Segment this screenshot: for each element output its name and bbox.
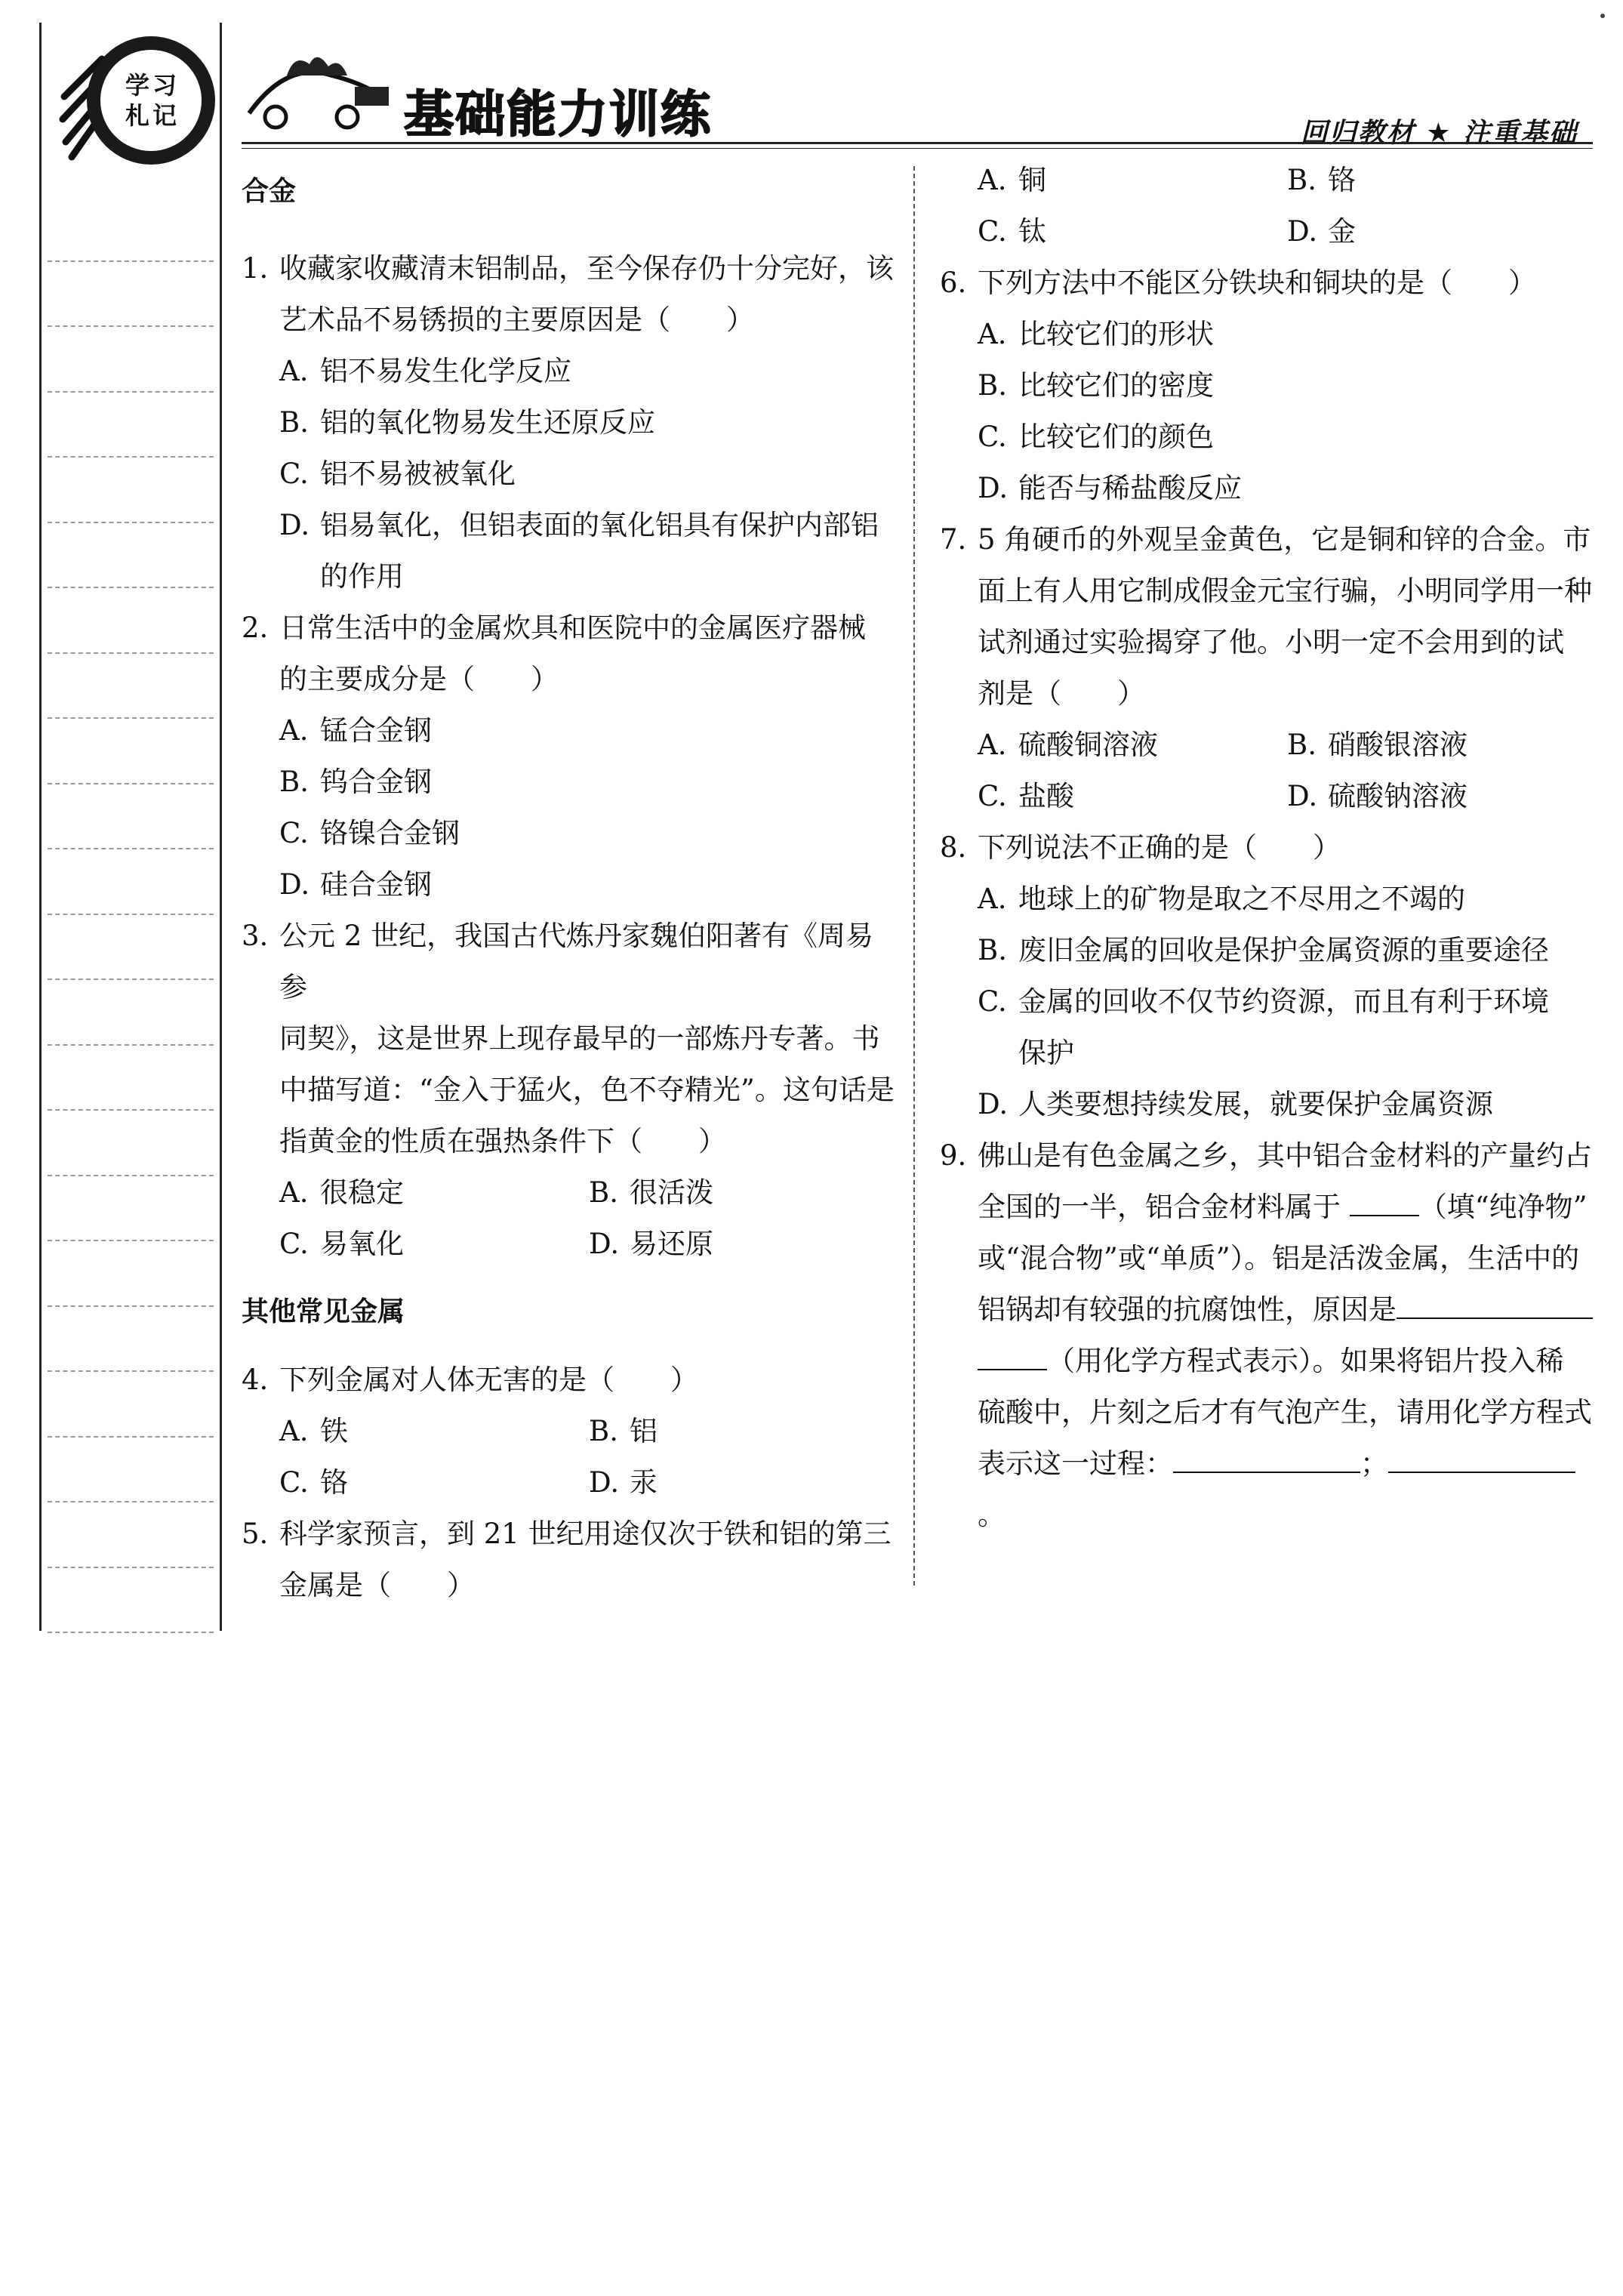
- page-header: [242, 45, 1593, 151]
- question-text: 试剂通过实验揭穿了他。小明一定不会用到的试: [978, 626, 1564, 658]
- note-line: [48, 980, 214, 1046]
- note-line: [48, 1568, 214, 1634]
- cart-illustration-icon: [242, 45, 393, 136]
- question-text: 下列说法不正确的是（ ）: [978, 831, 1341, 864]
- question-text: ；: [1360, 1447, 1388, 1480]
- note-line: [48, 1046, 214, 1111]
- logo-char: 记: [152, 101, 177, 130]
- question-number: 9.: [940, 1139, 967, 1172]
- logo-char: 札: [125, 101, 149, 130]
- option-d: D. 人类要想持续发展，就要保护金属资源: [978, 1088, 1493, 1120]
- option-d: D. 能否与稀盐酸反应: [978, 472, 1242, 504]
- option-b: B. 比较它们的密度: [978, 369, 1214, 402]
- question-6: [940, 257, 1597, 514]
- option-b: B. 铬: [1287, 164, 1356, 196]
- option-c: C. 金属的回收不仅节约资源，而且有利于环境: [978, 985, 1549, 1018]
- option-d: D. 铝易氧化，但铝表面的氧化铝具有保护内部铝: [279, 509, 879, 541]
- page-title: 基础能力训练: [404, 85, 712, 143]
- question-text: 收藏家收藏清末铝制品，至今保存仍十分完好，该: [279, 252, 894, 285]
- note-line: [48, 262, 214, 328]
- option-c-continued: 保护: [1018, 1037, 1074, 1069]
- question-text: 或“混合物”或“单质”）。铝是活泼金属，生活中的: [978, 1242, 1580, 1274]
- question-4: [242, 1354, 898, 1509]
- question-text: 公元 2 世纪，我国古代炼丹家魏伯阳著有《周易参: [279, 920, 874, 1003]
- question-number: 4.: [242, 1364, 269, 1396]
- option-a: A. 地球上的矿物是取之不尽用之不竭的: [978, 883, 1465, 915]
- note-line: [48, 915, 214, 981]
- question-5-options: [940, 155, 1597, 257]
- option-b: B. 钨合金钢: [279, 766, 432, 798]
- scan-speck: [1600, 14, 1605, 18]
- note-line: [48, 784, 214, 850]
- option-b: B. 很活泼: [589, 1176, 713, 1209]
- question-text: 。: [978, 1499, 1006, 1531]
- answer-blank[interactable]: [978, 1336, 1047, 1370]
- question-8: [940, 822, 1597, 1130]
- note-line: [48, 1438, 214, 1503]
- header-tagline: 回归教材 ★ 注重基础: [1300, 118, 1578, 149]
- answer-blank[interactable]: [1350, 1182, 1419, 1216]
- logo-char: 学: [125, 71, 149, 100]
- option-d: D. 易还原: [589, 1228, 713, 1260]
- note-line: [48, 1372, 214, 1438]
- note-line: [48, 719, 214, 784]
- note-line: [48, 1502, 214, 1568]
- option-d: D. 硫酸钠溶液: [1287, 780, 1467, 812]
- option-c: C. 铬镍合金钢: [279, 817, 460, 849]
- option-a: A. 硫酸铜溶液: [978, 729, 1158, 761]
- option-d: D. 硅合金钢: [279, 868, 432, 901]
- note-line: [48, 523, 214, 589]
- answer-blank[interactable]: [1397, 1284, 1593, 1319]
- question-number: 8.: [940, 831, 967, 864]
- question-text: 下列金属对人体无害的是（ ）: [279, 1364, 698, 1396]
- question-number: 7.: [940, 523, 967, 556]
- question-2: [242, 603, 898, 911]
- question-text: 剂是（ ）: [978, 677, 1145, 710]
- question-text: 面上有人用它制成假金元宝行骗，小明同学用一种: [978, 575, 1592, 607]
- note-line: [48, 654, 214, 720]
- question-text: 全国的一半，铝合金材料属于: [978, 1191, 1341, 1223]
- note-line: [48, 588, 214, 654]
- option-d: D. 金: [1287, 215, 1356, 248]
- question-text: 金属是（ ）: [279, 1569, 475, 1601]
- header-rule: [242, 142, 1593, 149]
- question-3: [242, 911, 898, 1270]
- question-text: 佛山是有色金属之乡，其中铝合金材料的产量约占: [978, 1139, 1592, 1172]
- option-a: A. 很稳定: [279, 1176, 404, 1209]
- question-text: 5 角硬币的外观呈金黄色，它是铜和锌的合金。市: [978, 523, 1591, 556]
- option-a: A. 比较它们的形状: [978, 318, 1214, 350]
- option-c: C. 易氧化: [279, 1228, 404, 1260]
- notes-margin: [39, 23, 222, 1631]
- option-b: B. 铝: [589, 1415, 658, 1447]
- option-c: C. 钛: [978, 215, 1046, 248]
- logo-char: 习: [152, 71, 177, 100]
- question-number: 5.: [242, 1518, 269, 1550]
- question-text: 指黄金的性质在强热条件下（ ）: [279, 1125, 726, 1157]
- option-c: C. 比较它们的颜色: [978, 421, 1214, 453]
- question-number: 3.: [242, 920, 269, 952]
- question-text: 的主要成分是（ ）: [279, 663, 559, 695]
- question-text: （填“纯净物”: [1418, 1191, 1588, 1223]
- option-d-continued: 的作用: [320, 560, 404, 593]
- question-text: 铝锅却有较强的抗腐蚀性，原因是: [978, 1293, 1397, 1326]
- note-line: [48, 1241, 214, 1307]
- question-text: 中描写道：“金入于猛火，色不夺精光”。这句话是: [279, 1074, 895, 1106]
- question-7: [940, 514, 1597, 822]
- question-text: 艺术品不易锈损的主要原因是（ ）: [279, 304, 754, 336]
- option-a: A. 铝不易发生化学反应: [279, 355, 571, 387]
- study-notes-logo: [57, 29, 208, 180]
- note-line: [48, 393, 214, 458]
- option-c: C. 盐酸: [978, 780, 1074, 812]
- note-line: [48, 1307, 214, 1373]
- column-divider: [913, 166, 915, 1586]
- right-column: [940, 155, 1597, 1541]
- section-title: 其他常见金属: [242, 1296, 405, 1327]
- section-title: 合金: [242, 176, 297, 207]
- question-1: [242, 243, 898, 603]
- note-line: [48, 196, 214, 262]
- question-text: 同契》，这是世界上现存最早的一部炼丹专著。书: [279, 1022, 880, 1055]
- option-b: B. 硝酸银溶液: [1287, 729, 1467, 761]
- option-a: A. 锰合金钢: [279, 714, 432, 747]
- note-line: [48, 458, 214, 523]
- option-a: A. 铜: [978, 164, 1046, 196]
- note-line: [48, 849, 214, 915]
- option-b: B. 废旧金属的回收是保护金属资源的重要途径: [978, 934, 1549, 966]
- question-number: 2.: [242, 612, 269, 644]
- question-text: 表示这一过程：: [978, 1447, 1173, 1480]
- question-text: 日常生活中的金属炊具和医院中的金属医疗器械: [279, 612, 866, 644]
- option-c: C. 铝不易被被氧化: [279, 458, 516, 490]
- note-lines: [48, 196, 214, 1633]
- left-column: [242, 166, 898, 1611]
- question-text: （用化学方程式表示）。如果将铝片投入稀: [1047, 1345, 1564, 1377]
- answer-blank[interactable]: [1388, 1438, 1575, 1473]
- question-number: 6.: [940, 267, 967, 299]
- answer-blank[interactable]: [1173, 1438, 1360, 1473]
- note-line: [48, 1176, 214, 1242]
- option-c: C. 铬: [279, 1466, 348, 1499]
- question-text: 科学家预言，到 21 世纪用途仅次于铁和铝的第三: [279, 1518, 892, 1550]
- question-text: 下列方法中不能区分铁块和铜块的是（ ）: [978, 267, 1536, 299]
- option-d: D. 汞: [589, 1466, 658, 1499]
- note-line: [48, 1111, 214, 1176]
- option-b: B. 铝的氧化物易发生还原反应: [279, 406, 655, 439]
- question-number: 1.: [242, 252, 269, 285]
- note-line: [48, 327, 214, 393]
- question-9: [940, 1130, 1597, 1541]
- question-text: 硫酸中，片刻之后才有气泡产生，请用化学方程式: [978, 1396, 1592, 1428]
- option-a: A. 铁: [279, 1415, 348, 1447]
- question-5: [242, 1509, 898, 1611]
